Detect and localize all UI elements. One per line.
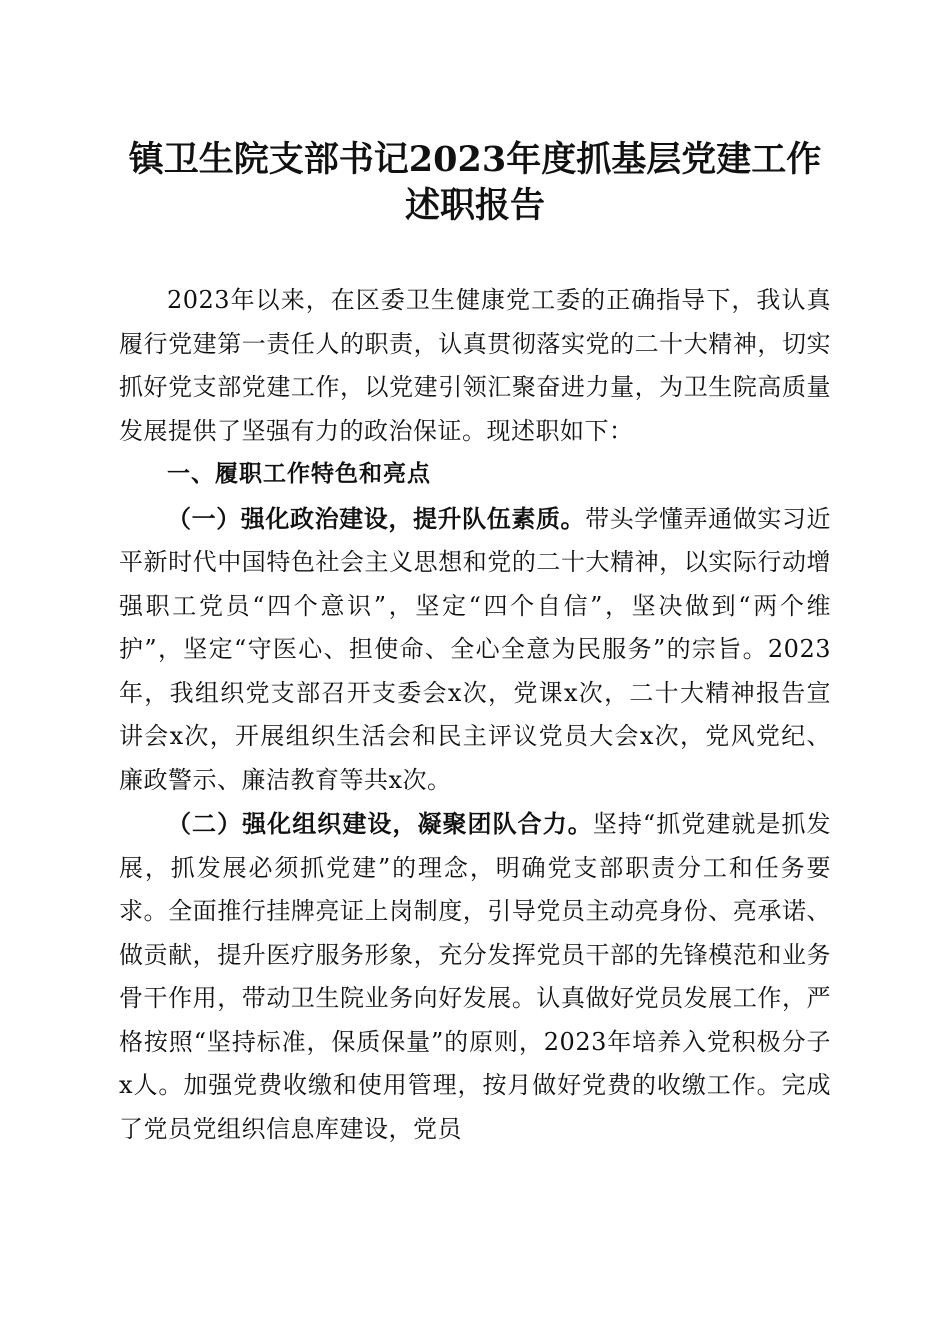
document-body bbox=[119, 279, 831, 1151]
subsection-1-lead: （一）强化政治建设，提升队伍素质。 bbox=[167, 503, 586, 533]
document-title-line-1: 镇卫生院支部书记2023年度抓基层党建工作 bbox=[128, 139, 822, 180]
subsection-2-text: 坚持“抓党建就是抓发展，抓发展必须抓党建”的理念，明确党支部职责分工和任务要求。全面推行挂牌亮证上岗制度，引导党员主动亮身份、亮承诺、做贡献，提升医疗服务形象，充分发挥党员干部的先锋模范和业务骨干作用，带动卫生院业务向好发展。认真做好党员发展工作，严格按照“坚持标准，保质保量”的原则，2023年培养入党积极分子x人。加强党费收缴和使用管理，按月做好党费的收缴工作。完成了党员党组织信息库建设，党员 bbox=[119, 810, 831, 1143]
subsection-2-paragraph bbox=[119, 802, 831, 1151]
subsection-1-paragraph bbox=[119, 497, 831, 803]
document-title-line-2: 述职报告 bbox=[404, 185, 545, 226]
subsection-2-lead: （二）强化组织建设，凝聚团队合力。 bbox=[167, 809, 593, 838]
section-1-heading: 一、履职工作特色和亮点 bbox=[167, 461, 431, 487]
subsection-1-text: 带头学懂弄通做实习近平新时代中国特色社会主义思想和党的二十大精神，以实际行动增强职工党员“四个意识”，坚定“四个自信”，坚决做到“两个维护”，坚定“守医心、担使命、全心全意为民服务”的宗旨。2023年，我组织党支部召开支委会x次，党课x次，二十大精神报告宣讲会x次，开展组织生活会和民主评议党员大会x次，党风党纪、廉政警示、廉洁教育等共x次。 bbox=[119, 504, 832, 794]
intro-paragraph: 2023年以来，在区委卫生健康党工委的正确指导下，我认真履行党建第一责任人的职责，认真贯彻落实党的二十大精神，切实抓好党支部党建工作，以党建引领汇聚奋进力量，为卫生院高质量发展提供了坚强有力的政治保证。现述职如下： bbox=[119, 286, 831, 445]
